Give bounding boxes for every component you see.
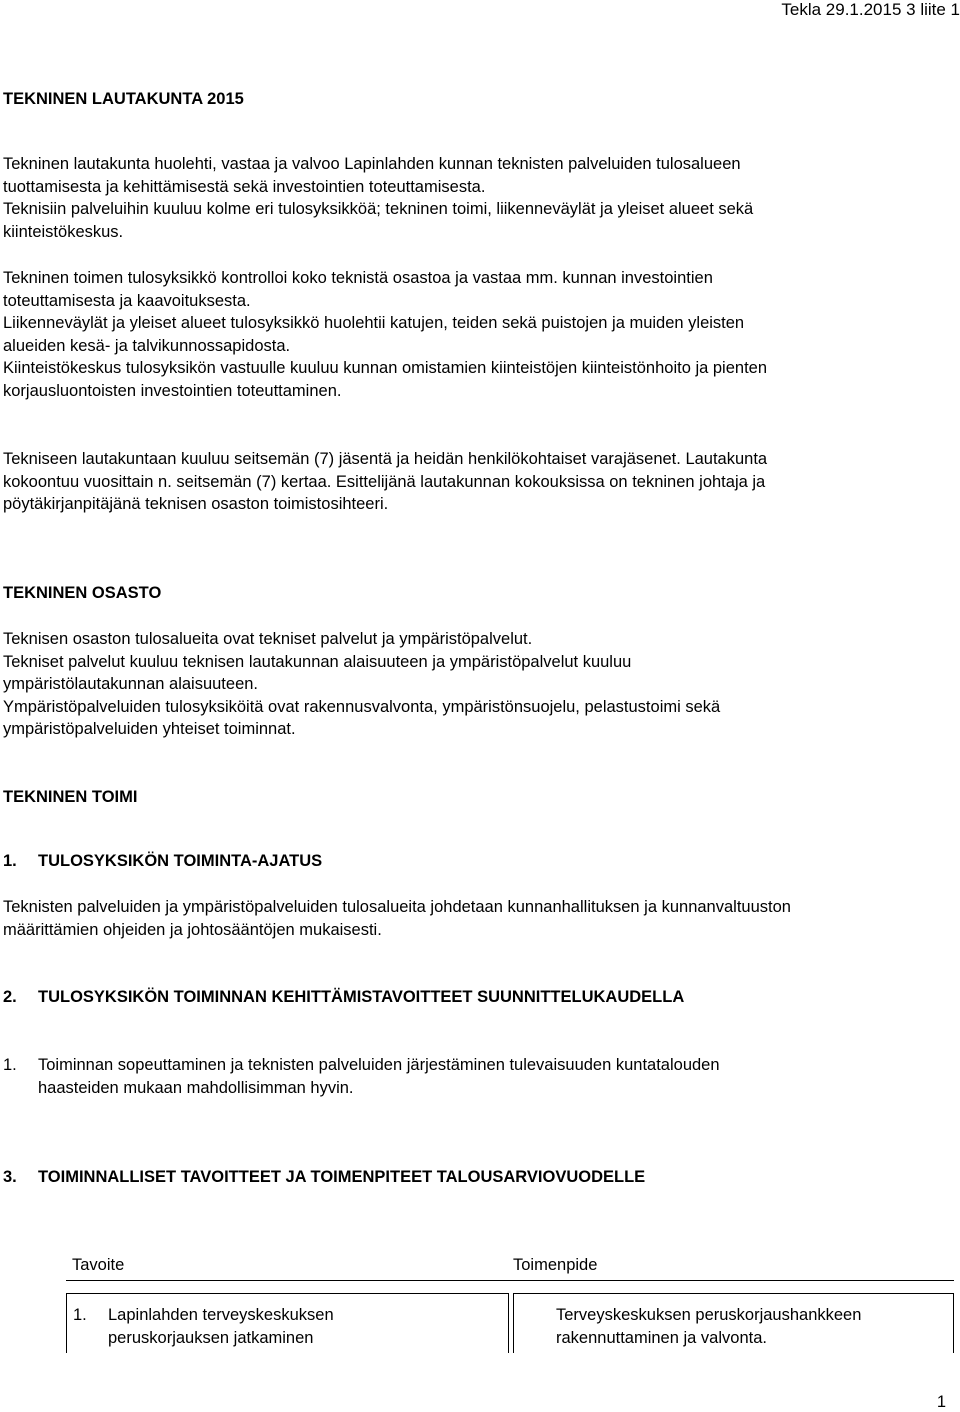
text-line: tuottamisesta ja kehittämisestä sekä investointien toteuttamisesta. xyxy=(3,177,486,196)
text-line: kokoontuu vuosittain n. seitsemän (7) kertaa. Esittelijänä lautakunnan kokouksissa on tekninen johtaja ja xyxy=(3,472,766,491)
table-cell-goal xyxy=(108,1304,334,1349)
subsection-number-2: 2. xyxy=(3,988,17,1006)
table-header-action: Toimenpide xyxy=(513,1256,598,1274)
table-cell-action xyxy=(556,1304,861,1349)
intro-paragraph-3 xyxy=(3,448,767,516)
section-heading-osasto: TEKNINEN OSASTO xyxy=(3,584,162,602)
text-line: korjausluontoisten investointien toteuttaminen. xyxy=(3,381,342,400)
text-line: kiinteistökeskus. xyxy=(3,222,124,241)
text-line: Tekninen lautakunta huolehti, vastaa ja valvoo Lapinlahden kunnan teknisten palveluiden tulosalueen xyxy=(3,155,741,173)
text-line: Toiminnan sopeuttaminen ja teknisten palveluiden järjestäminen tulevaisuuden kuntatalouden xyxy=(38,1056,720,1074)
subsection-1-paragraph xyxy=(3,896,791,941)
subsection-number-3: 3. xyxy=(3,1168,17,1186)
text-line: määrittämien ohjeiden ja johtosääntöjen mukaisesti. xyxy=(3,920,382,939)
page-header: Tekla 29.1.2015 3 liite 1 xyxy=(781,0,960,19)
table-cell-left-border xyxy=(66,1293,67,1353)
section-heading-toimi: TEKNINEN TOIMI xyxy=(3,788,138,806)
intro-paragraph-2 xyxy=(3,267,767,403)
table-cell-right-border xyxy=(508,1293,509,1353)
text-line: toteuttamisesta ja kaavoituksesta. xyxy=(3,291,251,310)
text-line: Lapinlahden terveyskeskuksen xyxy=(108,1306,334,1324)
text-line: peruskorjauksen jatkaminen xyxy=(108,1328,314,1347)
text-line: Terveyskeskuksen peruskorjaushankkeen xyxy=(556,1306,862,1324)
page-number: 1 xyxy=(936,1393,946,1411)
text-line: Ympäristöpalveluiden tulosyksiköitä ovat rakennusvalvonta, ympäristönsuojelu, pelastustoimi sekä xyxy=(3,697,721,716)
text-line: Teknisen osaston tulosalueita ovat tekniset palvelut ja ympäristöpalvelut. xyxy=(3,630,533,648)
text-line: Teknisiin palveluihin kuuluu kolme eri tulosyksikköä; tekninen toimi, liikenneväylät ja yleiset alueet sekä xyxy=(3,200,754,219)
subsection-number-1: 1. xyxy=(3,852,17,870)
development-item-number: 1. xyxy=(3,1056,17,1074)
text-line: pöytäkirjanpitäjänä teknisen osaston toimistosihteeri. xyxy=(3,495,389,514)
text-line: Liikenneväylät ja yleiset alueet tulosyksikkö huolehtii katujen, teiden sekä puistojen ja muiden yleisten xyxy=(3,314,745,333)
table-cell-left-border xyxy=(513,1293,514,1353)
text-line: haasteiden mukaan mahdollisimman hyvin. xyxy=(38,1078,354,1097)
table-header-goal: Tavoite xyxy=(72,1256,125,1274)
text-line: ympäristölautakunnan alaisuuteen. xyxy=(3,675,259,694)
table-cell-right-border xyxy=(953,1293,954,1353)
text-line: Kiinteistökeskus tulosyksikön vastuulle kuuluu kunnan omistamien kiinteistöjen kiinteistönhoito ja pienten xyxy=(3,359,768,378)
text-line: alueiden kesä- ja talvikunnossapidosta. xyxy=(3,336,291,355)
text-line: rakennuttaminen ja valvonta. xyxy=(556,1328,767,1347)
intro-paragraph-1 xyxy=(3,153,753,243)
subsection-heading-1: TULOSYKSIKÖN TOIMINTA-AJATUS xyxy=(38,852,323,870)
table-header-rule xyxy=(66,1280,954,1281)
document-title: TEKNINEN LAUTAKUNTA 2015 xyxy=(3,90,244,108)
text-line: Teknisten palveluiden ja ympäristöpalveluiden tulosalueita johdetaan kunnanhallituksen ja kunnanvaltuuston xyxy=(3,898,791,916)
subsection-heading-2: TULOSYKSIKÖN TOIMINNAN KEHITTÄMISTAVOITTEET SUUNNITTELUKAUDELLA xyxy=(38,988,685,1006)
table-row-number: 1. xyxy=(73,1306,87,1324)
development-item xyxy=(38,1054,720,1099)
text-line: Tekniset palvelut kuuluu teknisen lautakunnan alaisuuteen ja ympäristöpalvelut kuuluu xyxy=(3,652,632,671)
text-line: Tekniseen lautakuntaan kuuluu seitsemän (7) jäsentä ja heidän henkilökohtaiset varajäsenet. Lautakunta xyxy=(3,450,768,468)
text-line: Tekninen toimen tulosyksikkö kontrolloi koko teknistä osastoa ja vastaa mm. kunnan investointien xyxy=(3,269,713,287)
osasto-paragraph xyxy=(3,628,720,741)
text-line: ympäristöpalveluiden yhteiset toiminnat. xyxy=(3,720,296,739)
subsection-heading-3: TOIMINNALLISET TAVOITTEET JA TOIMENPITEET TALOUSARVIOVUODELLE xyxy=(38,1168,646,1186)
table-cell-top-border xyxy=(513,1293,954,1294)
table-cell-top-border xyxy=(66,1293,508,1294)
